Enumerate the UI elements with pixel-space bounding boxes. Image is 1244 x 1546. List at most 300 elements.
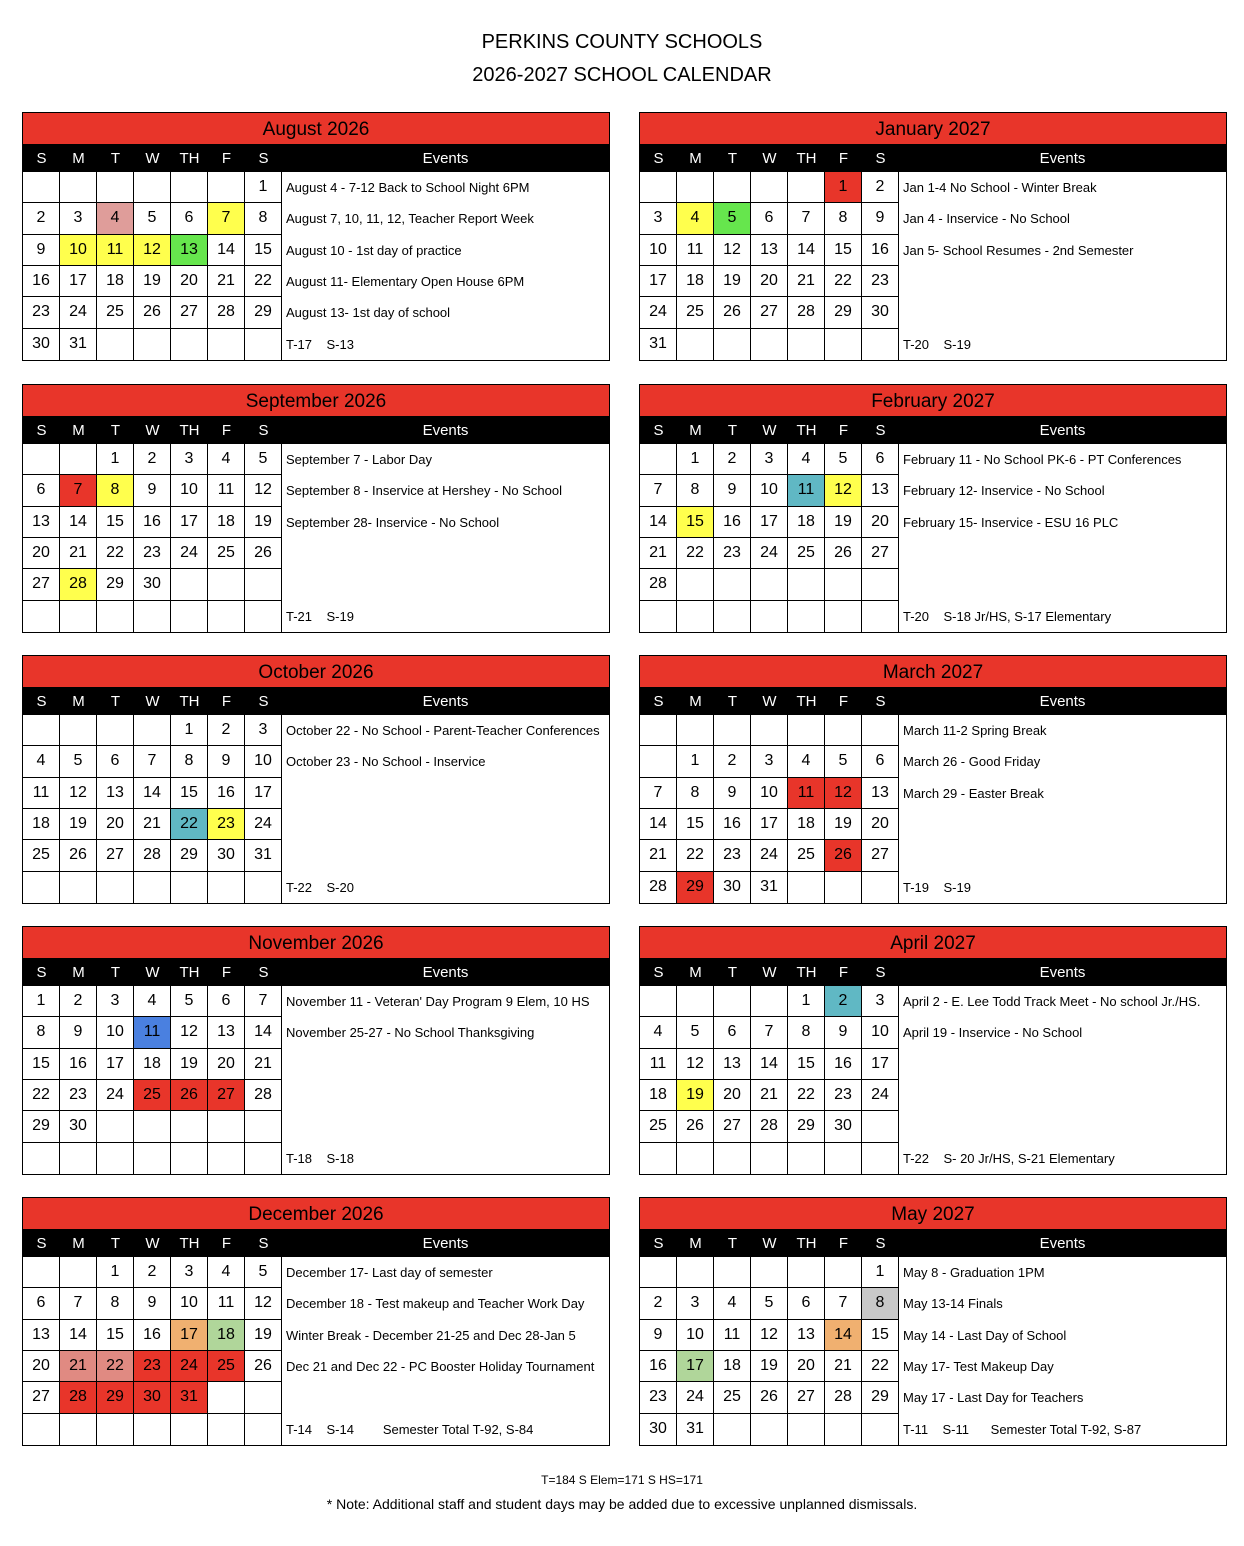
- day-cell: 1: [97, 444, 134, 475]
- day-cell: [677, 715, 714, 746]
- day-cell: 13: [862, 475, 899, 506]
- event-item: T-17 S-13: [286, 336, 354, 352]
- day-cell: 21: [134, 809, 171, 840]
- day-cell: 9: [134, 1288, 171, 1319]
- events-header: Events: [422, 422, 469, 439]
- day-cell: [640, 746, 677, 777]
- day-cell: [714, 1414, 751, 1445]
- day-cell: 17: [751, 507, 788, 538]
- day-cell: [714, 986, 751, 1017]
- day-cell: [788, 1143, 825, 1174]
- day-cell: 30: [134, 1382, 171, 1413]
- day-cell: [97, 1414, 134, 1445]
- day-cell: [171, 1111, 208, 1142]
- day-cell: 7: [245, 986, 282, 1017]
- weekday-label: TH: [179, 422, 200, 439]
- day-cell: [134, 715, 171, 746]
- event-item: December 18 - Test makeup and Teacher Work Day: [286, 1296, 585, 1312]
- events-list: [282, 1257, 609, 1445]
- day-cell: [208, 172, 245, 203]
- day-cell: [134, 872, 171, 903]
- day-cell: 26: [245, 538, 282, 569]
- day-cell: 17: [751, 809, 788, 840]
- day-cell: 31: [751, 872, 788, 903]
- day-cell: 10: [97, 1017, 134, 1048]
- day-cell: [640, 986, 677, 1017]
- day-cell: [171, 329, 208, 360]
- day-cell: 20: [171, 266, 208, 297]
- day-cell: 4: [677, 203, 714, 234]
- day-cell: 8: [825, 203, 862, 234]
- day-cell: 12: [245, 475, 282, 506]
- event-item: T-20 S-18 Jr/HS, S-17 Elementary: [903, 608, 1112, 624]
- day-cell: 6: [862, 444, 899, 475]
- day-cell: 8: [245, 203, 282, 234]
- day-cell: 16: [862, 235, 899, 266]
- day-cell: 19: [60, 809, 97, 840]
- day-cell: 26: [134, 297, 171, 328]
- day-cell: 11: [97, 235, 134, 266]
- weekday-label: T: [110, 693, 121, 710]
- weekday-header: [640, 959, 1226, 986]
- weekday-label: F: [838, 964, 849, 981]
- weekday-label: TH: [179, 1235, 200, 1252]
- day-cell: 26: [60, 840, 97, 871]
- day-cell: [208, 1111, 245, 1142]
- day-grid: [23, 986, 282, 1174]
- day-cell: 25: [788, 840, 825, 871]
- day-cell: 3: [640, 203, 677, 234]
- events-header: Events: [422, 693, 469, 710]
- day-cell: [677, 172, 714, 203]
- event-item: [899, 1080, 1226, 1111]
- event-item: February 12- Inservice - No School: [903, 483, 1105, 499]
- day-cell: [208, 601, 245, 632]
- event-item: October 22 - No School - Parent-Teacher Conferences: [286, 723, 600, 739]
- day-cell: [677, 986, 714, 1017]
- day-cell: 31: [171, 1382, 208, 1413]
- day-cell: 25: [714, 1382, 751, 1413]
- weekday-label: S: [258, 422, 269, 439]
- weekday-label: W: [145, 150, 160, 167]
- day-cell: 20: [751, 266, 788, 297]
- day-cell: [171, 1414, 208, 1445]
- weekday-label: W: [762, 1235, 777, 1252]
- weekday-label: T: [110, 422, 121, 439]
- day-cell: 7: [825, 1288, 862, 1319]
- day-cell: 9: [862, 203, 899, 234]
- day-cell: 7: [60, 475, 97, 506]
- weekday-label: S: [875, 150, 886, 167]
- day-cell: 23: [825, 1080, 862, 1111]
- weekday-label: M: [689, 964, 702, 981]
- day-cell: 26: [677, 1111, 714, 1142]
- event-item: August 7, 10, 11, 12, Teacher Report Week: [286, 211, 534, 227]
- day-cell: 16: [640, 1351, 677, 1382]
- day-cell: [751, 172, 788, 203]
- day-cell: 3: [97, 986, 134, 1017]
- day-cell: 29: [825, 297, 862, 328]
- day-cell: 17: [171, 1320, 208, 1351]
- day-cell: [862, 1414, 899, 1445]
- day-cell: 28: [134, 840, 171, 871]
- day-cell: [60, 1257, 97, 1288]
- day-cell: 24: [640, 297, 677, 328]
- day-cell: 15: [171, 778, 208, 809]
- event-item: May 8 - Graduation 1PM: [903, 1265, 1045, 1281]
- day-cell: 27: [23, 1382, 60, 1413]
- event-item: [899, 266, 1226, 297]
- day-cell: 24: [60, 297, 97, 328]
- day-cell: [788, 715, 825, 746]
- day-cell: 29: [862, 1382, 899, 1413]
- weekday-label: T: [110, 1235, 121, 1252]
- day-cell: 4: [208, 444, 245, 475]
- weekday-label: TH: [796, 150, 817, 167]
- events-header: Events: [422, 150, 469, 167]
- day-cell: 12: [825, 475, 862, 506]
- day-cell: 8: [97, 1288, 134, 1319]
- day-cell: [208, 329, 245, 360]
- day-cell: 4: [134, 986, 171, 1017]
- weekday-label: TH: [179, 150, 200, 167]
- event-item: Winter Break - December 21-25 and Dec 28-Jan 5: [286, 1327, 576, 1343]
- weekday-header: [23, 417, 609, 444]
- day-cell: 27: [208, 1080, 245, 1111]
- day-cell: 25: [640, 1111, 677, 1142]
- day-cell: 25: [788, 538, 825, 569]
- day-cell: [60, 872, 97, 903]
- day-cell: 30: [640, 1414, 677, 1445]
- day-cell: 5: [825, 444, 862, 475]
- day-cell: [97, 329, 134, 360]
- day-cell: [60, 715, 97, 746]
- day-cell: [788, 872, 825, 903]
- weekday-label: T: [727, 693, 738, 710]
- day-cell: 18: [677, 266, 714, 297]
- event-item: [282, 840, 609, 871]
- day-cell: [97, 1143, 134, 1174]
- event-item: February 15- Inservice - ESU 16 PLC: [903, 514, 1119, 530]
- weekday-label: TH: [179, 964, 200, 981]
- day-cell: 11: [788, 475, 825, 506]
- day-cell: 25: [208, 1351, 245, 1382]
- day-cell: [825, 1414, 862, 1445]
- day-cell: 9: [640, 1320, 677, 1351]
- day-cell: 22: [171, 809, 208, 840]
- day-grid: [23, 172, 282, 360]
- month-title: April 2027: [640, 927, 1226, 959]
- day-cell: 3: [677, 1288, 714, 1319]
- day-cell: 1: [171, 715, 208, 746]
- day-cell: 4: [714, 1288, 751, 1319]
- day-cell: 21: [751, 1080, 788, 1111]
- event-item: Jan 4 - Inservice - No School: [903, 211, 1070, 227]
- day-cell: 21: [245, 1049, 282, 1080]
- day-cell: [862, 872, 899, 903]
- event-item: T-11 S-11 Semester Total T-92, S-87: [903, 1421, 1142, 1437]
- day-cell: 4: [97, 203, 134, 234]
- day-cell: 26: [714, 297, 751, 328]
- day-cell: 12: [677, 1049, 714, 1080]
- event-item: T-14 S-14 Semester Total T-92, S-84: [286, 1421, 534, 1437]
- weekday-label: S: [875, 693, 886, 710]
- day-cell: 21: [640, 840, 677, 871]
- day-cell: 11: [208, 475, 245, 506]
- day-cell: 23: [640, 1382, 677, 1413]
- day-cell: 29: [97, 1382, 134, 1413]
- day-cell: 5: [677, 1017, 714, 1048]
- day-cell: [60, 601, 97, 632]
- day-cell: 30: [23, 329, 60, 360]
- day-cell: [171, 569, 208, 600]
- day-cell: 19: [245, 1320, 282, 1351]
- weekday-label: TH: [179, 693, 200, 710]
- day-cell: 28: [245, 1080, 282, 1111]
- day-cell: [788, 1414, 825, 1445]
- day-cell: 23: [714, 840, 751, 871]
- day-cell: 23: [134, 538, 171, 569]
- day-cell: [245, 872, 282, 903]
- day-cell: 28: [751, 1111, 788, 1142]
- day-cell: 5: [60, 746, 97, 777]
- title-line-2: 2026-2027 SCHOOL CALENDAR: [472, 64, 772, 86]
- day-cell: 1: [825, 172, 862, 203]
- day-cell: [23, 715, 60, 746]
- event-item: November 11 - Veteran' Day Program 9 Elem, 10 HS: [286, 994, 590, 1010]
- day-cell: 26: [245, 1351, 282, 1382]
- event-item: [282, 1049, 609, 1080]
- day-cell: 31: [640, 329, 677, 360]
- day-cell: 2: [714, 746, 751, 777]
- day-cell: 17: [640, 266, 677, 297]
- day-cell: 8: [677, 475, 714, 506]
- day-cell: 11: [208, 1288, 245, 1319]
- day-cell: 29: [677, 872, 714, 903]
- day-cell: 24: [751, 840, 788, 871]
- day-cell: 25: [23, 840, 60, 871]
- day-grid: [640, 444, 899, 632]
- day-cell: [23, 1257, 60, 1288]
- day-cell: 19: [134, 266, 171, 297]
- weekday-label: W: [762, 150, 777, 167]
- day-cell: 27: [788, 1382, 825, 1413]
- day-grid: [640, 172, 899, 360]
- weekday-label: F: [221, 1235, 232, 1252]
- month-title: January 2027: [640, 113, 1226, 145]
- day-cell: [640, 444, 677, 475]
- day-cell: [60, 1143, 97, 1174]
- event-item: April 19 - Inservice - No School: [903, 1025, 1083, 1041]
- events-list: [282, 172, 609, 360]
- day-grid: [640, 986, 899, 1174]
- day-cell: 5: [714, 203, 751, 234]
- day-cell: 10: [245, 746, 282, 777]
- day-cell: 2: [825, 986, 862, 1017]
- events-list: [282, 986, 609, 1174]
- day-cell: 3: [171, 444, 208, 475]
- month-title: May 2027: [640, 1198, 1226, 1230]
- day-cell: [751, 569, 788, 600]
- event-item: December 17- Last day of semester: [286, 1265, 493, 1281]
- day-cell: 11: [677, 235, 714, 266]
- day-cell: 1: [677, 746, 714, 777]
- day-cell: 10: [171, 1288, 208, 1319]
- event-item: [899, 297, 1226, 328]
- day-cell: 5: [825, 746, 862, 777]
- event-item: March 29 - Easter Break: [903, 785, 1044, 801]
- day-cell: 27: [862, 538, 899, 569]
- day-cell: [862, 569, 899, 600]
- day-cell: 28: [208, 297, 245, 328]
- events-header: Events: [422, 964, 469, 981]
- day-cell: 9: [23, 235, 60, 266]
- day-cell: 26: [825, 840, 862, 871]
- day-grid: [23, 1257, 282, 1445]
- events-list: [282, 715, 609, 903]
- day-cell: 3: [751, 444, 788, 475]
- event-item: [282, 538, 609, 569]
- events-header: Events: [1039, 422, 1086, 439]
- day-cell: 7: [788, 203, 825, 234]
- day-cell: 30: [862, 297, 899, 328]
- day-cell: [751, 715, 788, 746]
- day-cell: 17: [862, 1049, 899, 1080]
- day-cell: 20: [23, 1351, 60, 1382]
- day-cell: [788, 569, 825, 600]
- day-cell: 9: [825, 1017, 862, 1048]
- day-cell: 30: [825, 1111, 862, 1142]
- day-cell: [23, 601, 60, 632]
- day-cell: 18: [23, 809, 60, 840]
- day-cell: 5: [171, 986, 208, 1017]
- day-cell: [640, 601, 677, 632]
- day-cell: 16: [714, 507, 751, 538]
- events-list: [899, 172, 1226, 360]
- day-cell: 21: [825, 1351, 862, 1382]
- month-block: [22, 384, 610, 633]
- weekday-label: TH: [796, 693, 817, 710]
- day-cell: 28: [640, 569, 677, 600]
- day-cell: 29: [245, 297, 282, 328]
- day-cell: 22: [245, 266, 282, 297]
- event-item: [282, 1111, 609, 1142]
- weekday-label: F: [838, 150, 849, 167]
- day-grid: [23, 715, 282, 903]
- day-cell: 15: [862, 1320, 899, 1351]
- title-line-1: PERKINS COUNTY SCHOOLS: [481, 31, 763, 53]
- events-header: Events: [1039, 1235, 1086, 1252]
- day-cell: 15: [97, 1320, 134, 1351]
- day-cell: 7: [208, 203, 245, 234]
- weekday-label: TH: [796, 964, 817, 981]
- day-cell: 12: [171, 1017, 208, 1048]
- day-cell: 13: [208, 1017, 245, 1048]
- month-title: September 2026: [23, 385, 609, 417]
- day-cell: [751, 986, 788, 1017]
- day-cell: [23, 872, 60, 903]
- event-item: T-22 S-20: [286, 879, 354, 895]
- weekday-label: M: [72, 150, 85, 167]
- day-grid: [640, 715, 899, 903]
- event-item: March 11-2 Spring Break: [903, 723, 1047, 739]
- weekday-label: F: [221, 150, 232, 167]
- day-cell: 19: [751, 1351, 788, 1382]
- day-cell: [640, 715, 677, 746]
- day-cell: 16: [825, 1049, 862, 1080]
- weekday-label: F: [221, 964, 232, 981]
- day-cell: [97, 172, 134, 203]
- day-cell: 27: [714, 1111, 751, 1142]
- day-cell: 22: [825, 266, 862, 297]
- day-cell: 8: [23, 1017, 60, 1048]
- day-cell: 20: [714, 1080, 751, 1111]
- day-cell: 23: [60, 1080, 97, 1111]
- day-cell: 1: [677, 444, 714, 475]
- event-item: [899, 1049, 1226, 1080]
- weekday-label: T: [727, 150, 738, 167]
- day-cell: 25: [97, 297, 134, 328]
- day-cell: 2: [640, 1288, 677, 1319]
- day-cell: 20: [208, 1049, 245, 1080]
- weekday-label: TH: [796, 422, 817, 439]
- day-cell: 17: [60, 266, 97, 297]
- weekday-label: S: [258, 693, 269, 710]
- weekday-label: S: [875, 1235, 886, 1252]
- month-block: [22, 1197, 610, 1446]
- weekday-label: S: [653, 422, 664, 439]
- event-item: February 11 - No School PK-6 - PT Conferences: [903, 452, 1182, 468]
- day-cell: 6: [862, 746, 899, 777]
- day-cell: [60, 1414, 97, 1445]
- day-cell: 4: [788, 444, 825, 475]
- day-cell: 22: [23, 1080, 60, 1111]
- event-item: August 10 - 1st day of practice: [286, 242, 462, 258]
- day-cell: 18: [714, 1351, 751, 1382]
- day-cell: 6: [788, 1288, 825, 1319]
- event-item: [899, 538, 1226, 569]
- day-cell: [97, 715, 134, 746]
- day-cell: 6: [97, 746, 134, 777]
- weekday-label: S: [258, 964, 269, 981]
- day-cell: [714, 715, 751, 746]
- day-cell: 16: [60, 1049, 97, 1080]
- day-cell: 31: [60, 329, 97, 360]
- weekday-label: M: [72, 693, 85, 710]
- day-cell: 8: [862, 1288, 899, 1319]
- month-block: [639, 655, 1227, 904]
- day-cell: [23, 172, 60, 203]
- day-cell: 16: [208, 778, 245, 809]
- day-cell: [134, 1143, 171, 1174]
- weekday-header: [23, 145, 609, 172]
- weekday-label: M: [72, 964, 85, 981]
- day-cell: [60, 444, 97, 475]
- month-title: November 2026: [23, 927, 609, 959]
- day-cell: [751, 1143, 788, 1174]
- day-cell: 2: [60, 986, 97, 1017]
- day-cell: [788, 1257, 825, 1288]
- day-cell: [751, 601, 788, 632]
- day-cell: [134, 329, 171, 360]
- events-header: Events: [1039, 150, 1086, 167]
- day-cell: 24: [97, 1080, 134, 1111]
- event-item: March 26 - Good Friday: [903, 754, 1041, 770]
- day-cell: 9: [714, 778, 751, 809]
- day-cell: 29: [23, 1111, 60, 1142]
- event-item: September 8 - Inservice at Hershey - No School: [286, 483, 563, 499]
- day-cell: 15: [677, 507, 714, 538]
